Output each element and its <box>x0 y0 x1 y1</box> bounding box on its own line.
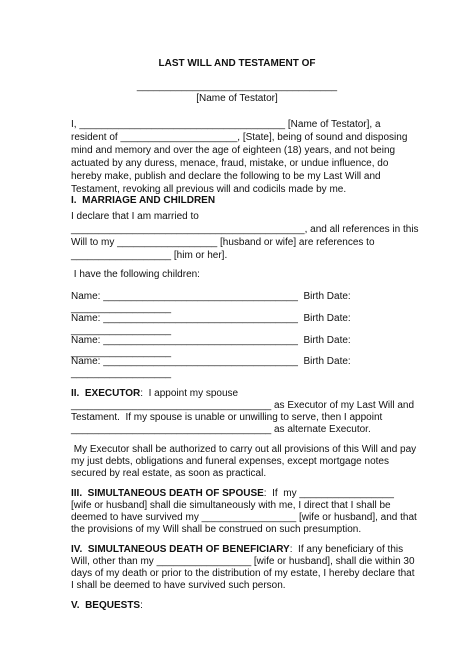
document-title: LAST WILL AND TESTAMENT OF <box>158 58 316 69</box>
child-name-line: Name: ___________________________________ Birth Date: <box>71 313 351 324</box>
marriage-line: __________________ [him or her]. <box>71 250 228 261</box>
intro-line: Testament, revoking all previous will and codicils made by me. <box>71 184 347 195</box>
intro-line: I, _____________________________________ [Name of Testator], a <box>71 119 381 130</box>
children-intro: I have the following children: <box>71 269 200 280</box>
executor-heading-rest: : I appoint my spouse <box>140 388 239 399</box>
intro-line: resident of _____________________, [State], being of sound and disposing <box>71 132 408 143</box>
spouse-line: deemed to have survived my _________________ [wife or husband], and that <box>71 512 417 523</box>
beneficiary-heading-label: IV. SIMULTANEOUS DEATH OF BENEFICIARY <box>71 544 290 555</box>
child-birthdate-line: __________________ <box>71 303 172 314</box>
executor-line: ____________________________________ as Executor of my Last Will and <box>71 400 415 411</box>
intro-line: hereby make, publish and declare the following to be my Last Will and <box>71 171 381 182</box>
beneficiary-line: Will, other than my _________________ [wife or husband], shall die within 30 <box>71 556 415 567</box>
section-heading-marriage: I. MARRIAGE AND CHILDREN <box>71 195 216 206</box>
marriage-line: Will to my __________________ [husband or wife] are references to <box>71 237 375 248</box>
marriage-line: I declare that I am married to <box>71 211 199 222</box>
bequests-heading-rest: : <box>140 600 143 611</box>
section-heading-bequests <box>71 599 143 612</box>
beneficiary-heading-rest: : If any beneficiary of this <box>289 544 404 555</box>
child-name-line: Name: ___________________________________ Birth Date: <box>71 291 351 302</box>
child-birthdate-line: __________________ <box>71 347 172 358</box>
beneficiary-line: I shall be deemed to have survived such person. <box>71 580 286 591</box>
intro-line: mind and memory and over the age of eighteen (18) years, and not being <box>71 145 396 156</box>
spouse-line: [wife or husband] shall die simultaneously with me, I direct that I shall be <box>71 500 391 511</box>
beneficiary-line: days of my death or prior to the distribution of my estate, I hereby declare that <box>71 568 415 579</box>
testator-name-caption: [Name of Testator] <box>196 93 278 104</box>
testator-name-blank: ____________________________________ <box>136 81 338 92</box>
spouse-line: the provisions of my Will shall be construed on such presumption. <box>71 524 362 535</box>
child-name-line: Name: ___________________________________ Birth Date: <box>71 335 351 346</box>
marriage-line: __________________________________________, and all references in this <box>71 224 419 235</box>
executor-para2-line: My Executor shall be authorized to carry out all provisions of this Will and pay <box>71 444 417 455</box>
intro-line: actuated by any duress, menace, fraud, mistake, or undue influence, do <box>71 158 389 169</box>
child-birthdate-line: __________________ <box>71 368 172 379</box>
spouse-heading-label: III. SIMULTANEOUS DEATH OF SPOUSE <box>71 488 264 499</box>
executor-line: ____________________________________ as alternate Executor. <box>71 424 371 435</box>
executor-line: Testament. If my spouse is unable or unwilling to serve, then I appoint <box>71 412 383 423</box>
child-name-line: Name: ___________________________________ Birth Date: <box>71 356 351 367</box>
bequests-heading-label: V. BEQUESTS <box>71 600 141 611</box>
child-birthdate-line: __________________ <box>71 325 172 336</box>
spouse-heading-rest: : If my _________________ <box>263 488 394 499</box>
executor-para2-line: my just debts, obligations and funeral expenses, except mortgage notes <box>71 456 389 467</box>
executor-heading-label: II. EXECUTOR <box>71 388 141 399</box>
executor-para2-line: secured by real estate, as soon as practical. <box>71 468 267 479</box>
